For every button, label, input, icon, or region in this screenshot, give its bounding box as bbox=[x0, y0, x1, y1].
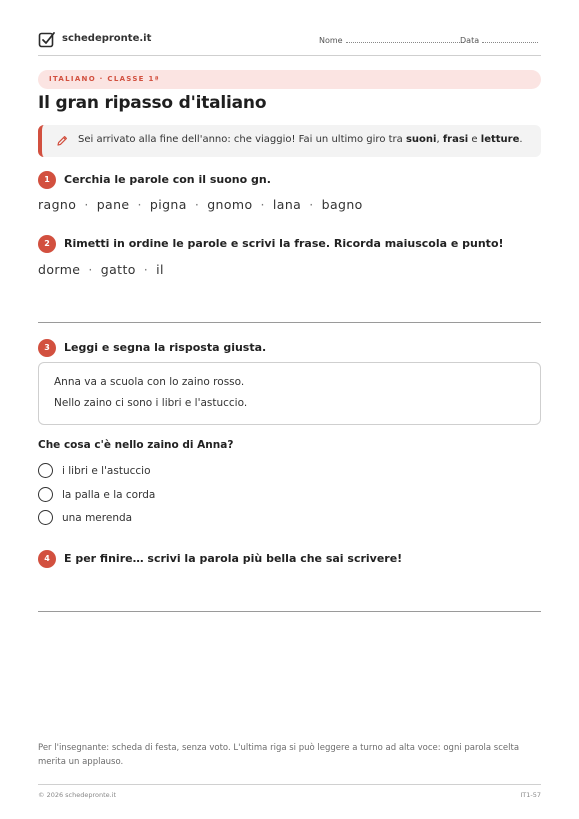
teacher-note: Per l'insegnante: scheda di festa, senza voto. L'ultima riga si può leggere a turno ad alta voce: ogni parola scelta merita un applauso. bbox=[38, 743, 520, 767]
checkbox-pencil-icon bbox=[38, 31, 56, 49]
intro-callout bbox=[38, 125, 541, 157]
date-label: Data bbox=[460, 36, 480, 45]
word-separator: · bbox=[84, 197, 89, 212]
reading-line: Nello zaino ci sono i libri e l'astuccio. bbox=[54, 397, 248, 409]
word-separator: · bbox=[88, 262, 93, 277]
word-separator: · bbox=[194, 197, 200, 212]
name-field[interactable] bbox=[319, 35, 464, 45]
worksheet-page bbox=[38, 0, 541, 819]
question-number: 1 bbox=[38, 171, 56, 189]
question-text: E per finire… scrivi la parola più bella che sai scrivere! bbox=[64, 552, 403, 565]
word-item[interactable]: pigna bbox=[149, 197, 187, 212]
subject-bar bbox=[38, 70, 541, 89]
word-separator: · bbox=[309, 197, 314, 212]
answer-write-line[interactable] bbox=[38, 322, 541, 323]
word-item: il bbox=[156, 262, 164, 277]
word-item[interactable]: ragno bbox=[38, 197, 77, 212]
footer-code: IT1-57 bbox=[520, 791, 541, 799]
date-blank[interactable] bbox=[482, 35, 538, 43]
word-item[interactable]: lana bbox=[272, 197, 302, 212]
subject-label: ITALIANO · CLASSE 1ª bbox=[49, 75, 160, 83]
intro-text-start: Sei arrivato alla fine dell'anno: che viaggio! Fai un ultimo giro tra bbox=[78, 134, 406, 145]
date-field[interactable] bbox=[460, 35, 538, 45]
question-number: 3 bbox=[38, 339, 56, 357]
question-number: 2 bbox=[38, 235, 56, 253]
page-title: Il gran ripasso d'italiano bbox=[38, 93, 267, 113]
intro-comma: , bbox=[436, 134, 443, 145]
question-text: Leggi e segna la risposta giusta. bbox=[64, 341, 267, 354]
intro-word-suoni: suoni bbox=[405, 134, 437, 145]
brand-name: schedepronte.it bbox=[62, 33, 152, 44]
word-separator: · bbox=[143, 262, 149, 277]
page-header bbox=[38, 30, 541, 56]
radio-circle[interactable] bbox=[38, 510, 53, 525]
intro-and: e bbox=[468, 134, 481, 145]
word-item[interactable]: pane bbox=[96, 197, 130, 212]
question-number: 4 bbox=[38, 550, 56, 568]
answer-write-line[interactable] bbox=[38, 611, 541, 612]
intro-period: . bbox=[519, 134, 523, 145]
word-separator: · bbox=[137, 197, 142, 212]
question-text: Cerchia le parole con il suono gn. bbox=[64, 173, 271, 186]
word-item[interactable]: gnomo bbox=[207, 197, 253, 212]
option-label: i libri e l'astuccio bbox=[62, 465, 151, 477]
radio-circle[interactable] bbox=[38, 463, 53, 478]
word-list-gn bbox=[38, 197, 363, 212]
name-blank[interactable] bbox=[346, 35, 464, 43]
option-label: una merenda bbox=[62, 512, 133, 524]
intro-text bbox=[78, 134, 523, 145]
option-label: la palla e la corda bbox=[62, 489, 156, 501]
footer-divider bbox=[38, 784, 541, 785]
intro-word-letture: letture bbox=[480, 134, 520, 145]
radio-circle[interactable] bbox=[38, 487, 53, 502]
question-text: Rimetti in ordine le parole e scrivi la frase. Ricorda maiuscola e punto! bbox=[64, 237, 504, 250]
footer-copyright: © 2026 schedepronte.it bbox=[38, 791, 117, 799]
word-item: gatto bbox=[100, 262, 136, 277]
word-item: dorme bbox=[38, 262, 81, 277]
word-item[interactable]: bagno bbox=[321, 197, 363, 212]
intro-word-frasi: frasi bbox=[442, 134, 469, 145]
pencil-icon bbox=[56, 135, 68, 147]
comprehension-question: Che cosa c'è nello zaino di Anna? bbox=[38, 439, 234, 451]
name-label: Nome bbox=[319, 36, 343, 45]
reading-passage bbox=[38, 362, 541, 425]
reading-line: Anna va a scuola con lo zaino rosso. bbox=[54, 376, 245, 388]
word-list-sentence bbox=[38, 262, 164, 277]
word-separator: · bbox=[260, 197, 265, 212]
